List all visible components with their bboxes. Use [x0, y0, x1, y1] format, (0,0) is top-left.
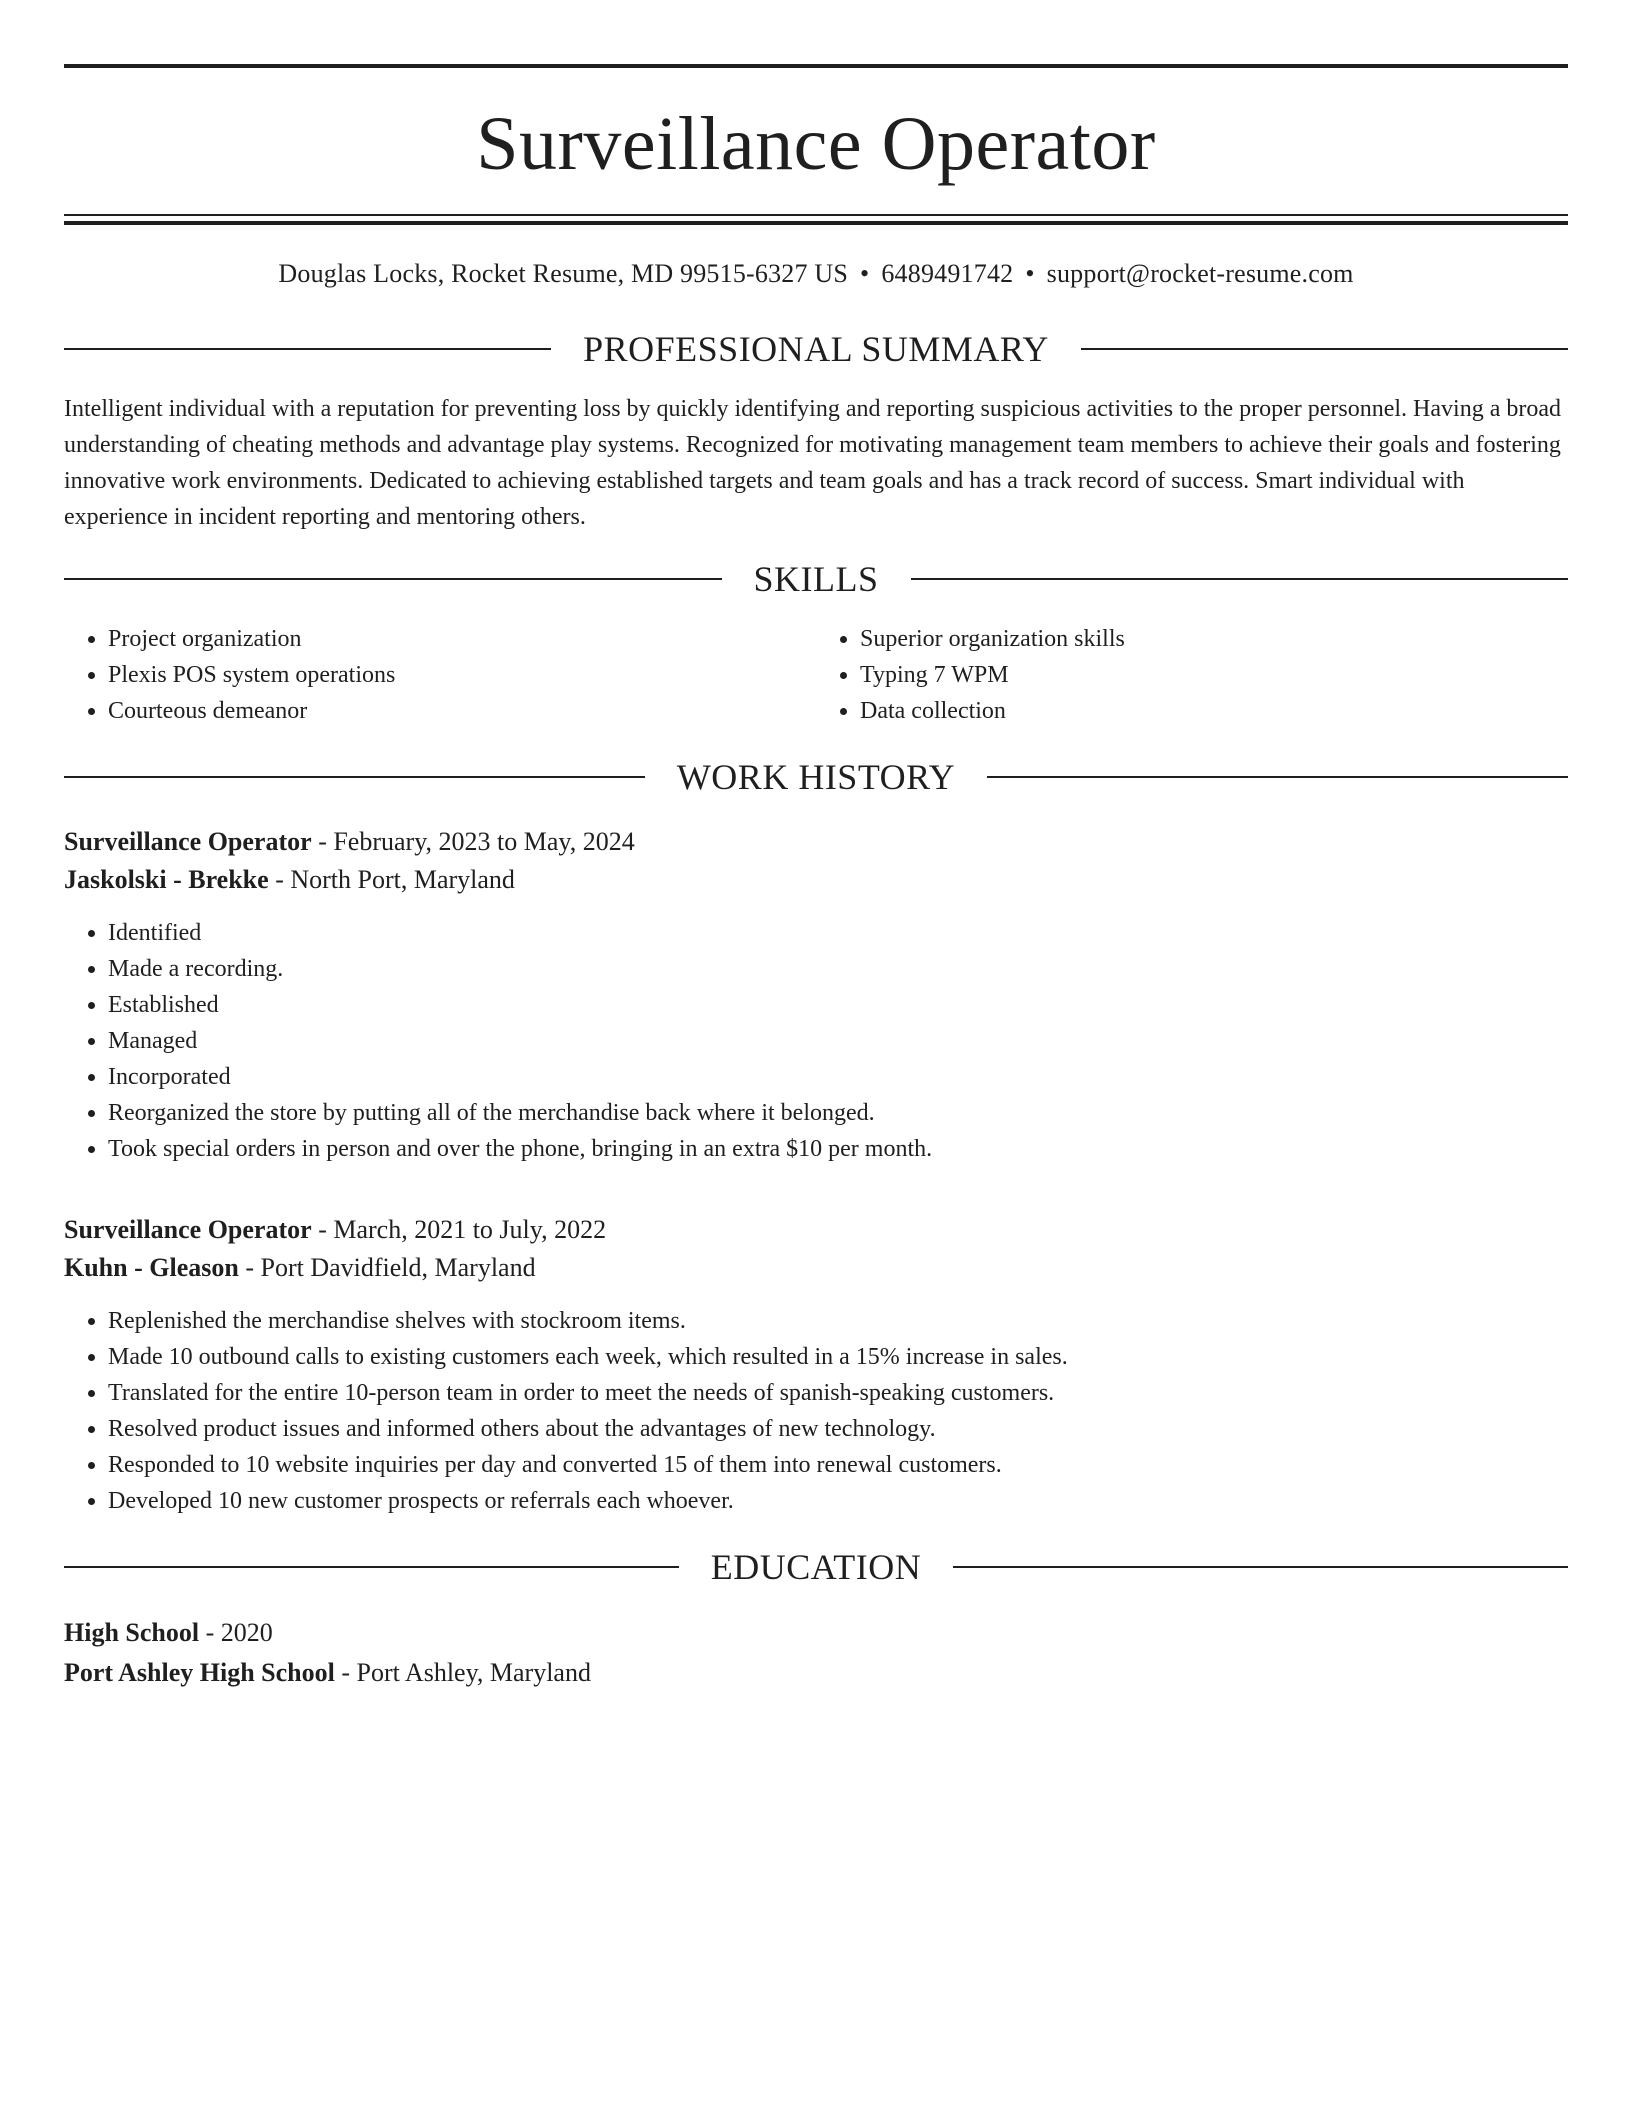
title-top-rule: [64, 64, 1568, 68]
job-bullet: • Replenished the merchandise shelves with stockroom items.: [108, 1303, 1568, 1339]
section-header-education: [64, 1547, 1568, 1587]
job-dates: - February, 2023 to May, 2024: [311, 827, 635, 856]
summary-text: Intelligent individual with a reputation for preventing loss by quickly identifying and reporting suspicious activities to the proper personnel. Having a broad understanding of cheating methods and advantage play systems. Recognized for motivating management team members to achieve their goals and fostering innovative work environments. Dedicated to achieving established targets and team goals and has a track record of success. Smart individual with experience in incident reporting and mentoring others.: [64, 396, 1561, 530]
job-bullet: • Responded to 10 website inquiries per day and converted 15 of them into renewal customers.: [108, 1447, 1568, 1483]
title-bottom-double-rule: [64, 214, 1568, 225]
resume-page: [64, 64, 1568, 1693]
education-school: Port Ashley High School: [64, 1658, 335, 1687]
job-dates: - March, 2021 to July, 2022: [311, 1215, 607, 1244]
job-company-line: [64, 861, 1568, 899]
skills-list-right: [816, 621, 1568, 729]
job-title-line: [64, 823, 1568, 861]
section-title-work: WORK HISTORY: [676, 757, 956, 797]
education-school-line: [64, 1653, 1568, 1693]
job-company: Jaskolski - Brekke: [64, 865, 269, 894]
job-bullet: • Took special orders in person and over the phone, bringing in an extra $10 per month.: [108, 1131, 1568, 1167]
job-bullets: [64, 1303, 1568, 1519]
section-title-skills: SKILLS: [753, 559, 879, 599]
job-company: Kuhn - Gleason: [64, 1253, 239, 1282]
section-header-summary: [64, 329, 1568, 369]
job-location: - North Port, Maryland: [268, 865, 515, 894]
job-title: Surveillance Operator: [64, 1215, 312, 1244]
job-bullet: • Managed: [108, 1023, 1568, 1059]
contact-separator: •: [860, 259, 870, 288]
contact-address: Douglas Locks, Rocket Resume, MD 99515-6327 US: [278, 259, 849, 288]
job-bullet: • Developed 10 new customer prospects or referrals each whoever.: [108, 1483, 1568, 1519]
skill-item: • Data collection: [860, 693, 1568, 729]
job-bullet: • Established: [108, 987, 1568, 1023]
job-bullet: • Made a recording.: [108, 951, 1568, 987]
section-rule-left: [64, 578, 722, 580]
education-year: - 2020: [199, 1618, 273, 1647]
section-rule-left: [64, 1566, 679, 1568]
skill-item: • Superior organization skills: [860, 621, 1568, 657]
job-location: - Port Davidfield, Maryland: [238, 1253, 536, 1282]
education-degree-line: [64, 1613, 1568, 1653]
section-rule-right: [1081, 348, 1568, 350]
contact-line: [64, 259, 1568, 289]
page-title: Surveillance Operator: [476, 102, 1156, 186]
job-bullets: [64, 915, 1568, 1167]
job-bullet: • Incorporated: [108, 1059, 1568, 1095]
work-history: [64, 823, 1568, 1519]
section-title-education: EDUCATION: [710, 1547, 922, 1587]
section-title-summary: PROFESSIONAL SUMMARY: [583, 329, 1049, 369]
section-rule-right: [911, 578, 1569, 580]
job-bullet: • Identified: [108, 915, 1568, 951]
job-bullet: • Reorganized the store by putting all of the merchandise back where it belonged.: [108, 1095, 1568, 1131]
job-bullet: • Resolved product issues and informed others about the advantages of new technology.: [108, 1411, 1568, 1447]
section-rule-left: [64, 348, 551, 350]
skills-columns: [64, 621, 1568, 729]
contact-email: support@rocket-resume.com: [1046, 259, 1354, 288]
skill-item: • Typing 7 WPM: [860, 657, 1568, 693]
skill-item: • Project organization: [108, 621, 816, 657]
education-location: - Port Ashley, Maryland: [334, 1658, 591, 1687]
section-header-work: [64, 757, 1568, 797]
skill-item: • Courteous demeanor: [108, 693, 816, 729]
contact-separator: •: [1025, 259, 1035, 288]
job-bullet: • Made 10 outbound calls to existing customers each week, which resulted in a 15% increase in sales.: [108, 1339, 1568, 1375]
skills-list-left: [64, 621, 816, 729]
section-rule-right: [953, 1566, 1568, 1568]
contact-phone: 6489491742: [881, 259, 1014, 288]
section-rule-right: [987, 776, 1568, 778]
job-title-line: [64, 1211, 1568, 1249]
education-degree: High School: [64, 1618, 200, 1647]
skill-item: • Plexis POS system operations: [108, 657, 816, 693]
job-bullet: • Translated for the entire 10-person team in order to meet the needs of spanish-speaking customers.: [108, 1375, 1568, 1411]
education-entry: [64, 1613, 1568, 1693]
section-rule-left: [64, 776, 645, 778]
job-company-line: [64, 1249, 1568, 1287]
section-header-skills: [64, 559, 1568, 599]
job-entry: [64, 823, 1568, 1167]
job-title: Surveillance Operator: [64, 827, 312, 856]
job-entry: [64, 1211, 1568, 1519]
